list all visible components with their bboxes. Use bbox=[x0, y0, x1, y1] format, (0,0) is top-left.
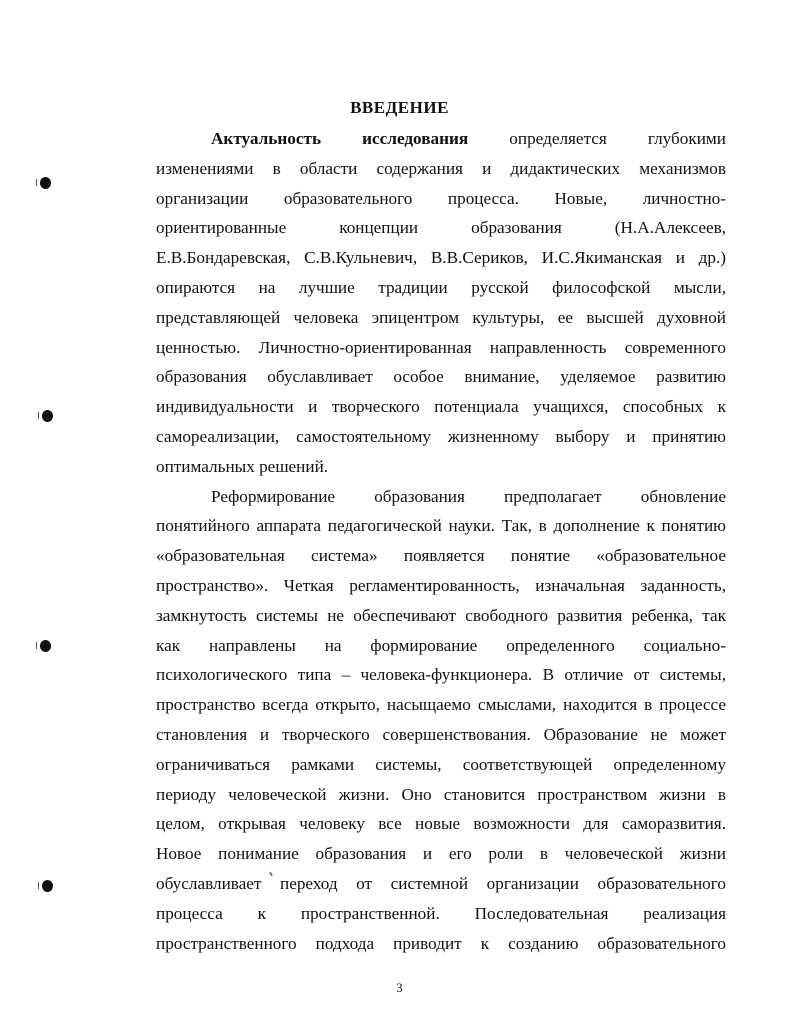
text-line: Новое понимание образования и его роли в человеческой жизни bbox=[156, 844, 726, 864]
text-line: целом, открывая человеку все новые возможности для саморазвития. bbox=[156, 814, 726, 834]
text-line: оптимальных решений. bbox=[156, 456, 329, 476]
binding-hole-mark-4 bbox=[42, 880, 53, 892]
text-line: периоду человеческой жизни. Оно становится пространством жизни в bbox=[156, 784, 726, 804]
text-line: самореализации, самостоятельному жизненному выбору и принятию bbox=[156, 426, 726, 446]
binding-hole-mark-3 bbox=[40, 640, 51, 652]
text-line: обуславливает переход от системной организации образовательного bbox=[156, 873, 726, 893]
binding-hole-mark-1 bbox=[40, 177, 51, 189]
text-line: опираются на лучшие традиции русской философской мысли, bbox=[156, 277, 726, 297]
text-line: понятийного аппарата педагогической науки. Так, в дополнение к понятию bbox=[156, 516, 726, 536]
text-line: процесса к пространственной. Последовательная реализация bbox=[156, 903, 726, 923]
page-number: 3 bbox=[396, 980, 403, 995]
text-line: Реформирование образования предполагает обновление bbox=[211, 486, 726, 506]
text-line: ценностью. Личностно-ориентированная направленность современного bbox=[156, 337, 726, 357]
text-line: Е.В.Бондаревская, С.В.Кульневич, В.В.Сериков, И.С.Якиманская и др.) bbox=[156, 248, 726, 268]
text-line: как направлены на формирование определенного социально- bbox=[156, 635, 726, 655]
text-line: пространственного подхода приводит к созданию образовательного bbox=[156, 933, 726, 953]
text-line: ориентированные концепции образования (Н.А.Алексеев, bbox=[156, 218, 726, 238]
emphasis-text: Актуальность исследования bbox=[211, 129, 469, 148]
binding-hole-mark-2 bbox=[42, 410, 53, 422]
text-segment: определяется глубокими bbox=[468, 129, 727, 148]
text-line: становления и творческого совершенствования. Образование не может bbox=[156, 724, 726, 744]
text-line: психологического типа – человека-функционера. В отличие от системы, bbox=[156, 665, 726, 685]
body-text bbox=[156, 124, 726, 958]
text-line: пространство». Четкая регламентированность, изначальная заданность, bbox=[156, 575, 726, 595]
text-line: замкнутость системы не обеспечивают свободного развития ребенка, так bbox=[156, 605, 726, 625]
text-line: «образовательная система» появляется понятие «образовательное bbox=[156, 546, 726, 566]
page-title: ВВЕДЕНИЕ bbox=[350, 98, 449, 117]
text-line: представляющей человека эпицентром культуры, ее высшей духовной bbox=[156, 307, 726, 327]
text-line: пространство всегда открыто, насыщаемо смыслами, находится в процессе bbox=[156, 695, 726, 715]
text-line: ограничиваться рамками системы, соответствующей определенному bbox=[156, 754, 726, 774]
text-line: изменениями в области содержания и дидактических механизмов bbox=[156, 158, 726, 178]
text-line: индивидуальности и творческого потенциала учащихся, способных к bbox=[156, 397, 726, 417]
text-line: организации образовательного процесса. Новые, личностно- bbox=[156, 188, 726, 208]
text-line: образования обуславливает особое внимание, уделяемое развитию bbox=[156, 367, 726, 387]
text-line bbox=[156, 124, 726, 154]
